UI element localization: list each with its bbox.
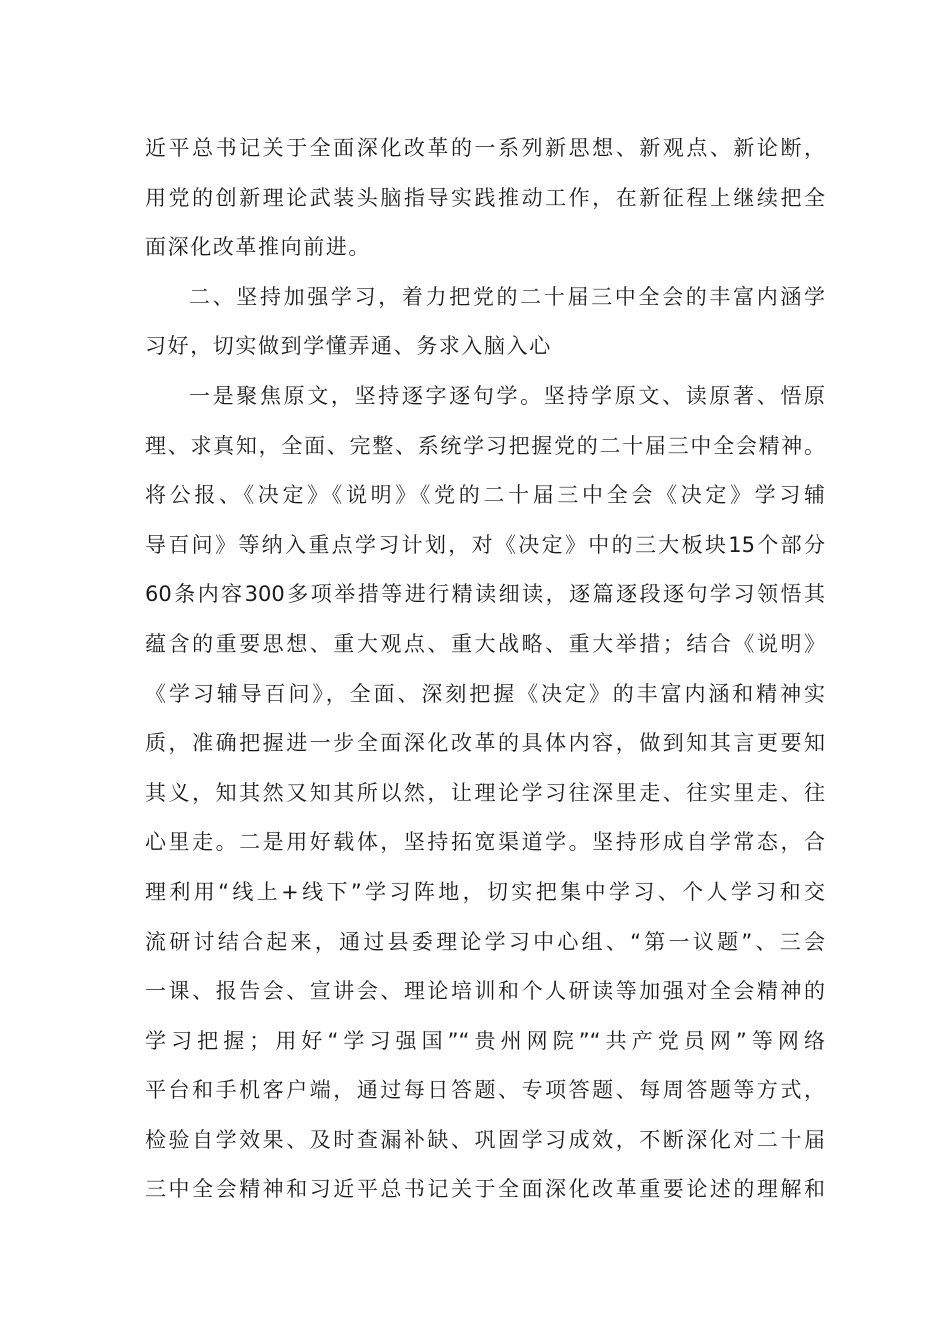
text-line: 一课、报告会、宣讲会、理论培训和个人研读等加强对全会精神的 — [145, 979, 825, 1004]
text-line: 心里走。二是用好载体，坚持拓宽渠道学。坚持形成自学常态，合 — [145, 830, 825, 855]
text-line: 流研讨结合起来，通过县委理论学习中心组、“第一议题”、三会 — [145, 929, 825, 954]
text-line: 近平总书记关于全面深化改革的一系列新思想、新观点、新论断， — [145, 136, 825, 160]
text-line: 其义，知其然又知其所以然，让理论学习往深里走、往实里走、往 — [145, 780, 825, 805]
text-line: 平台和手机客户端，通过每日答题、专项答题、每周答题等方式， — [145, 1078, 825, 1103]
text-line: 理、求真知，全面、完整、系统学习把握党的二十届三中全会精神。 — [145, 433, 825, 458]
text-line: 60条内容300多项举措等进行精读细读，逐篇逐段逐句学习领悟其 — [145, 582, 825, 607]
text-line: 导百问》等纳入重点学习计划，对《决定》中的三大板块15个部分 — [145, 532, 825, 557]
text-line: 面深化改革推向前进。 — [145, 235, 371, 260]
text-line: 理利用“线上+线下”学习阵地，切实把集中学习、个人学习和交 — [145, 879, 825, 904]
text-line: 将公报、《决定》《说明》《党的二十届三中全会《决定》学习辅 — [145, 483, 825, 508]
section-heading-line: 习好，切实做到学懂弄通、务求入脑入心 — [145, 334, 552, 359]
text-line: 检验自学效果、及时查漏补缺、巩固学习成效，不断深化对二十届 — [145, 1127, 825, 1152]
text-line: 蕴含的重要思想、重大观点、重大战略、重大举措；结合《说明》 — [145, 631, 825, 656]
text-line: 质，准确把握进一步全面深化改革的具体内容，做到知其言更要知 — [145, 731, 825, 756]
text-line: 学习把握；用好“学习强国”“贵州网院”“共产党员网”等网络 — [145, 1028, 825, 1053]
section-heading-line: 二、坚持加强学习，着力把党的二十届三中全会的丰富内涵学 — [189, 284, 825, 309]
text-line: 《学习辅导百问》，全面、深刻把握《决定》的丰富内涵和精神实 — [145, 681, 825, 706]
document-body — [145, 124, 825, 1215]
text-line: 用党的创新理论武装头脑指导实践推动工作，在新征程上继续把全 — [145, 185, 825, 210]
text-line: 一是聚焦原文，坚持逐字逐句学。坚持学原文、读原著、悟原 — [189, 383, 825, 408]
text-line: 三中全会精神和习近平总书记关于全面深化改革重要论述的理解和 — [145, 1177, 825, 1202]
